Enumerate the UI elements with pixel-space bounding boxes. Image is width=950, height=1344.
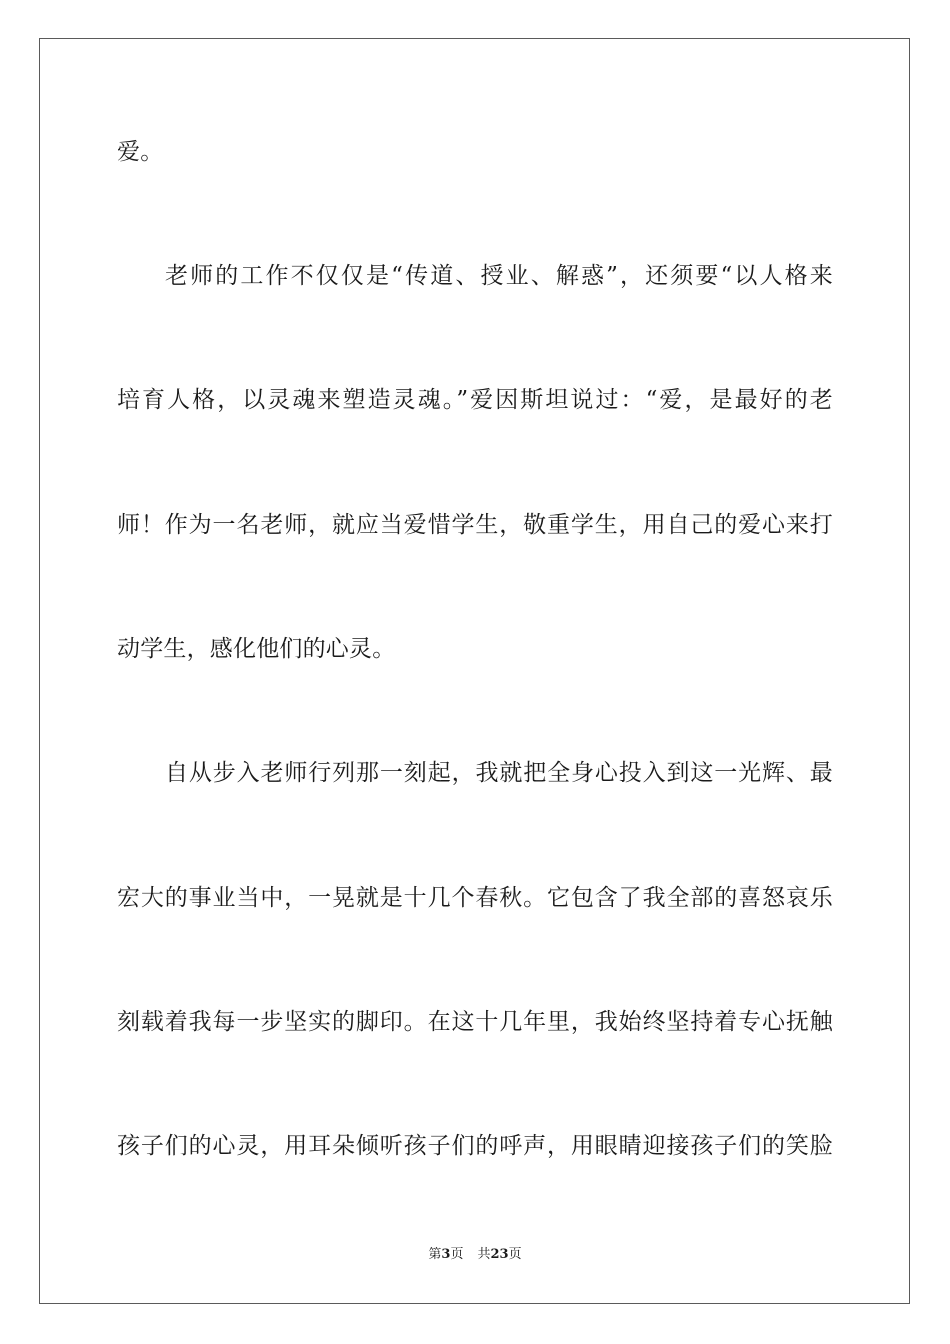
page-suffix: 页 xyxy=(450,1247,464,1262)
paragraph-2-line-4: 动学生，感化他们的心灵。 xyxy=(117,636,396,662)
page-footer xyxy=(0,1246,950,1264)
paragraph-3-line-4: 孩子们的心灵，用耳朵倾听孩子们的呼声，用眼睛迎接孩子们的笑脸 xyxy=(117,1133,833,1159)
paragraph-2-line-1: 老师的工作不仅仅是“传道、授业、解惑”，还须要“以人格来 xyxy=(165,263,833,289)
page-number: 3 xyxy=(441,1247,451,1262)
total-prefix: 共 xyxy=(477,1247,491,1262)
page-prefix: 第 xyxy=(428,1247,442,1262)
total-suffix: 页 xyxy=(508,1247,522,1262)
paragraph-3-line-3: 刻载着我每一步坚实的脚印。在这十几年里，我始终坚持着专心抚触 xyxy=(117,1009,833,1035)
paragraph-2-line-3: 师！作为一名老师，就应当爱惜学生，敬重学生，用自己的爱心来打 xyxy=(117,512,833,538)
paragraph-1-line-1: 爱。 xyxy=(117,139,164,165)
paragraph-2-line-2: 培育人格，以灵魂来塑造灵魂。”爱因斯坦说过：“爱，是最好的老 xyxy=(117,387,833,413)
total-pages: 23 xyxy=(490,1247,509,1262)
paragraph-3-line-1: 自从步入老师行列那一刻起，我就把全身心投入到这一光辉、最 xyxy=(165,760,833,786)
paragraph-3-line-2: 宏大的事业当中，一晃就是十几个春秋。它包含了我全部的喜怒哀乐 xyxy=(117,885,833,911)
page-border xyxy=(39,38,910,1304)
